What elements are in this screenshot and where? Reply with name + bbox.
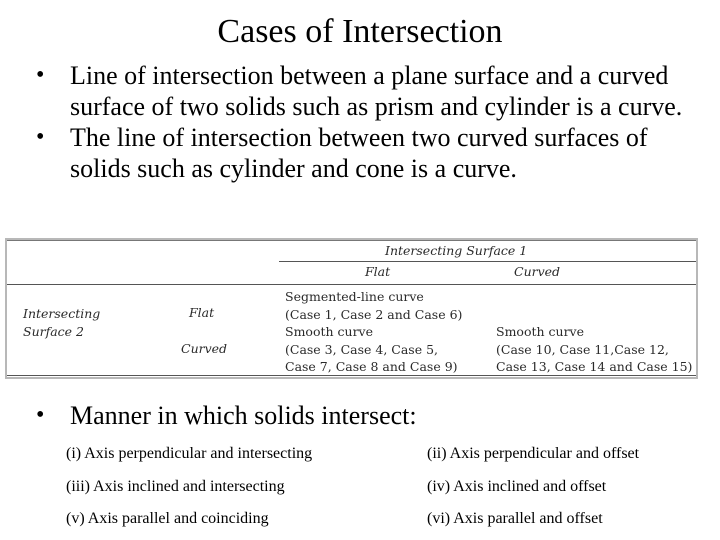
table-bottom-rule bbox=[7, 375, 696, 376]
manner-item: (vi) Axis parallel and offset bbox=[427, 510, 603, 527]
table-header-rule bbox=[279, 261, 696, 262]
slide-title: Cases of Intersection bbox=[217, 13, 503, 50]
row-header-surface2: Intersecting Surface 2 bbox=[23, 306, 101, 339]
bullet-list bbox=[30, 60, 710, 184]
cell-curved-curved: Smooth curve (Case 10, Case 11,Case 12, Case 13, Case 14 and Case 15) bbox=[496, 324, 693, 374]
manner-item: (v) Axis parallel and coinciding bbox=[66, 510, 269, 527]
cell-curved-flat: Smooth curve (Case 3, Case 4, Case 5, Case 7, Case 8 and Case 9) bbox=[285, 324, 458, 374]
column-header-flat: Flat bbox=[365, 264, 391, 279]
manner-item: (i) Axis perpendicular and intersecting bbox=[66, 445, 313, 462]
bullet-item: • Line of intersection between a plane surface and a curved surface of two solids such as prism and cylinder is a curve. bbox=[30, 60, 710, 122]
manner-heading: Manner in which solids intersect: bbox=[70, 401, 417, 430]
row-label-flat: Flat bbox=[189, 305, 215, 320]
table-header-surface1: Intersecting Surface 1 bbox=[385, 243, 528, 258]
table-top-rule bbox=[7, 240, 696, 241]
bullet-item: • The line of intersection between two curved surfaces of solids such as cylinder and cone is a curve. bbox=[30, 122, 710, 184]
table-subheader-rule bbox=[7, 284, 696, 285]
manner-item: (iii) Axis inclined and intersecting bbox=[66, 478, 285, 495]
manner-item: (ii) Axis perpendicular and offset bbox=[427, 445, 640, 462]
intersection-cases-table bbox=[5, 238, 698, 379]
bullet-marker: • bbox=[36, 402, 45, 428]
column-header-curved: Curved bbox=[514, 264, 561, 279]
cell-flat-flat: Segmented-line curve (Case 1, Case 2 and Case 6) bbox=[285, 289, 463, 322]
manner-item: (iv) Axis inclined and offset bbox=[427, 478, 607, 495]
row-label-curved: Curved bbox=[181, 341, 228, 356]
